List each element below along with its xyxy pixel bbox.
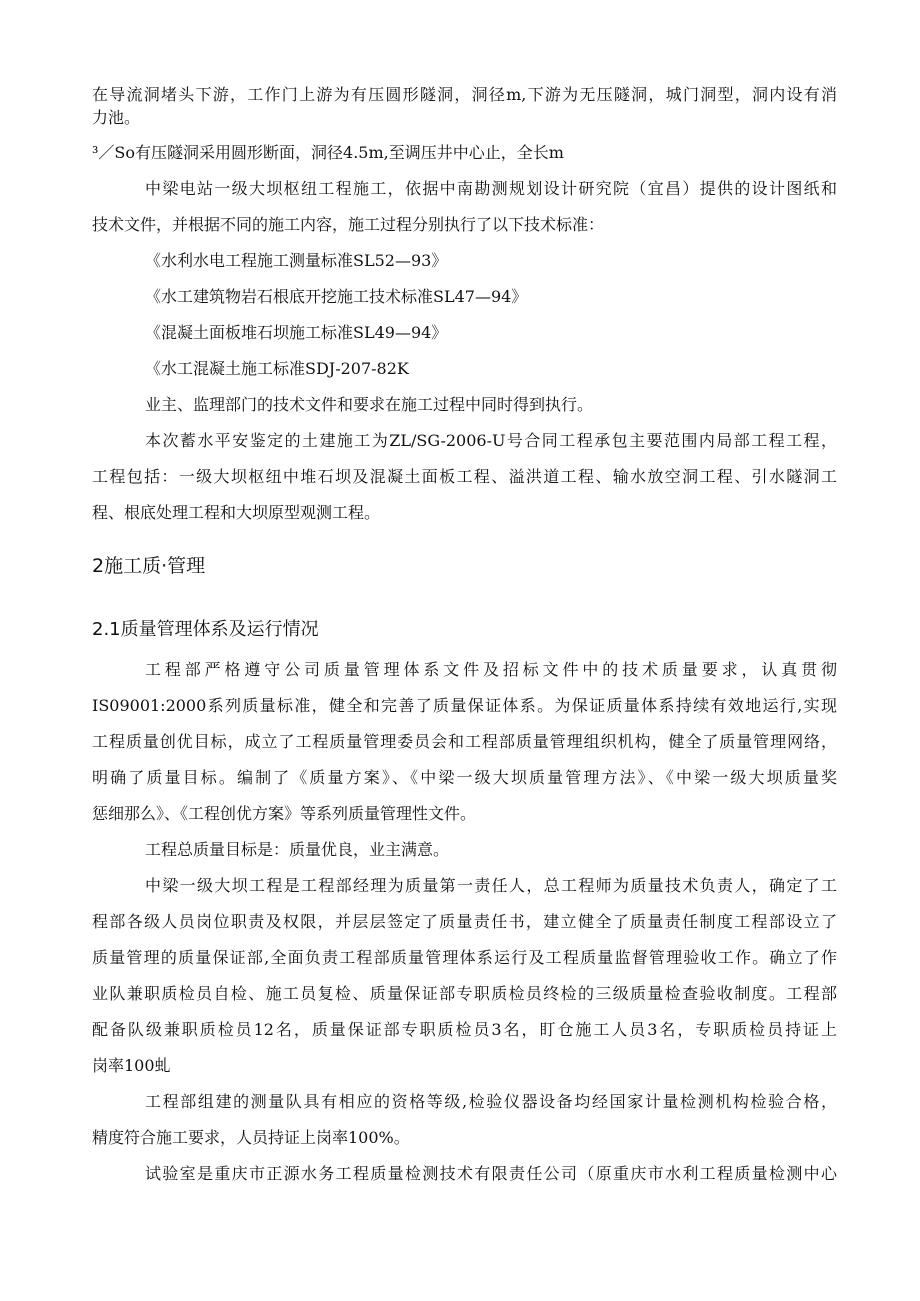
paragraph-line: 程、根底处理工程和大坝原型观测工程。: [92, 503, 381, 522]
paragraph-line: 岗率100虬: [92, 1056, 171, 1075]
paragraph-line: 质量管理的质量保证部,全面负责工程部质量管理体系运行及工程质量监督管理验收工作。确立了作: [92, 948, 837, 967]
paragraph-line: 中梁电站一级大坝枢纽工程施工，依据中南勘测规划设计研究院（宜昌）提供的设计图纸和: [145, 179, 837, 198]
paragraph-line: 惩细那么》、《工程创优方案》等系列质量管理性文件。: [92, 804, 477, 823]
section-heading: 2施工质·管理: [92, 555, 206, 577]
paragraph-line: 中梁一级大坝工程是工程部经理为质量第一责任人，总工程师为质量技术负责人，确定了工: [145, 876, 837, 895]
standard-item: 《水工混凝土施工标准SDJ-207-82K: [145, 359, 409, 378]
subsection-heading: 2.1质量管理体系及运行情况: [92, 619, 319, 640]
paragraph-line: 技术文件，并根据不同的施工内容，施工过程分别执行了以下技术标准：: [92, 215, 605, 234]
paragraph-line: 工程部组建的测量队具有相应的资格等级,检验仪器设备均经国家计量检测机构检验合格，: [145, 1092, 837, 1111]
paragraph-line: 配备队级兼职质检员12名，质量保证部专职质检员3名，盯仓施工人员3名，专职质检员持证上: [92, 1020, 837, 1039]
paragraph-line: 明确了质量目标。编制了《质量方案》、《中梁一级大坝质量管理方法》、《中梁一级大坝质量奖: [92, 768, 837, 787]
paragraph-line: 工程部严格遵守公司质量管理体系文件及招标文件中的技术质量要求，认真贯彻: [145, 660, 837, 679]
paragraph-line: 工程包括：一级大坝枢纽中堆石坝及混凝土面板工程、溢洪道工程、输水放空洞工程、引水隧洞工: [92, 467, 837, 486]
paragraph-line: 精度符合施工要求，人员持证上岗率100%。: [92, 1128, 410, 1147]
paragraph-line: 程部各级人员岗位职责及权限，并层层签定了质量责任书，建立健全了质量责任制度工程部设立了: [92, 912, 837, 931]
paragraph-line: ³／So有压隧洞采用圆形断面，洞径4.5m,至调压井中心止，全长m: [92, 143, 564, 162]
paragraph-line: 工程总质量目标是：质量优良，业主满意。: [145, 840, 450, 859]
paragraph-line: 力池。: [92, 108, 141, 127]
standard-item: 《混凝土面板堆石坝施工标准SL49—94》: [145, 323, 448, 342]
paragraph-line: 业主、监理部门的技术文件和要求在施工过程中同时得到执行。: [145, 395, 594, 414]
standard-item: 《水工建筑物岩石根底开挖施工技术标准SL47—94》: [145, 287, 528, 306]
standard-item: 《水利水电工程施工测量标准SL52—93》: [145, 251, 448, 270]
paragraph-line: 业队兼职质检员自检、施工员复检、质量保证部专职质检员终检的三级质量检查验收制度。工程部: [92, 984, 837, 1003]
paragraph-line: 在导流洞堵头下游，工作门上游为有压圆形隧洞，洞径m,下游为无压隧洞，城门洞型，洞内设有消: [92, 85, 837, 104]
paragraph-line: IS09001:2000系列质量标准，健全和完善了质量保证体系。为保证质量体系持续有效地运行,实现: [92, 696, 837, 715]
paragraph-line: 本次蓄水平安鉴定的土建施工为ZL/SG-2006-U号合同工程承包主要范围内局部工程工程，: [145, 431, 837, 450]
paragraph-line: 工程质量创优目标，成立了工程质量管理委员会和工程部质量管理组织机构，健全了质量管理网络，: [92, 732, 837, 751]
paragraph-line: 试验室是重庆市正源水务工程质量检测技术有限责任公司（原重庆市水利工程质量检测中心: [145, 1164, 837, 1183]
